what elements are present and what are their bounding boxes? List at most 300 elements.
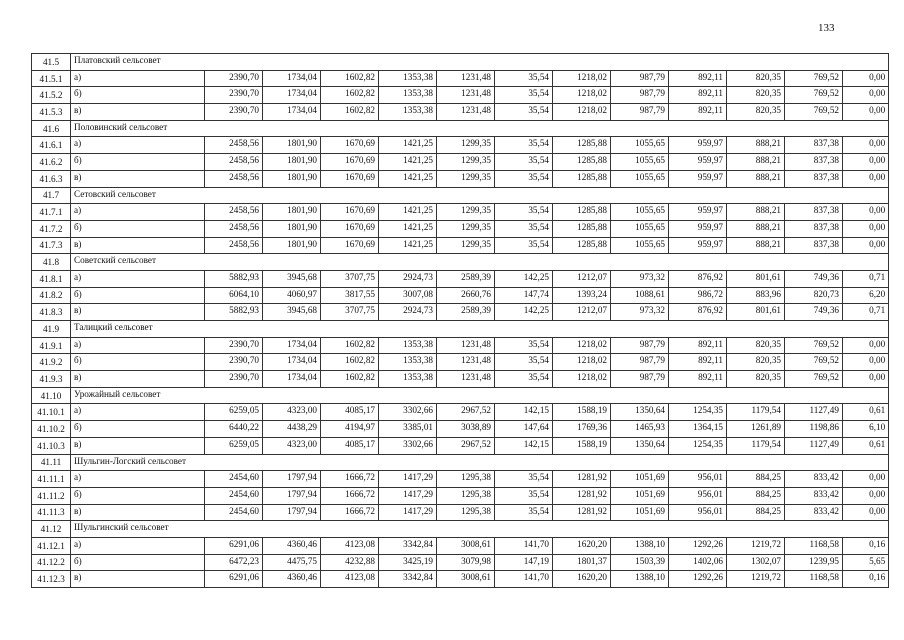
value-cell: 1261,89 — [727, 421, 785, 438]
value-cell: 884,25 — [727, 471, 785, 488]
value-cell: 35,54 — [495, 237, 553, 254]
section-code: 41.6 — [32, 120, 71, 137]
value-cell: 1421,25 — [379, 204, 437, 221]
value-cell: 1797,94 — [263, 487, 321, 504]
value-cell: 6259,05 — [205, 437, 263, 454]
value-cell: 3945,68 — [263, 304, 321, 321]
value-cell: 4360,46 — [263, 571, 321, 588]
value-cell: 1670,69 — [321, 170, 379, 187]
value-cell: 1670,69 — [321, 237, 379, 254]
value-cell: 147,19 — [495, 554, 553, 571]
value-cell: 1231,48 — [437, 87, 495, 104]
value-cell: 1051,69 — [611, 504, 669, 521]
table-row — [32, 371, 889, 388]
value-cell: 987,79 — [611, 87, 669, 104]
value-cell: 1302,07 — [727, 554, 785, 571]
value-cell: 1602,82 — [321, 337, 379, 354]
value-cell: 833,42 — [785, 471, 843, 488]
row-variant: б) — [71, 354, 205, 371]
value-cell: 6,10 — [843, 421, 889, 438]
value-cell: 1666,72 — [321, 504, 379, 521]
row-variant: в) — [71, 504, 205, 521]
value-cell: 1212,07 — [553, 270, 611, 287]
value-cell: 876,92 — [669, 304, 727, 321]
value-cell: 1353,38 — [379, 70, 437, 87]
row-variant: а) — [71, 537, 205, 554]
value-cell: 4123,08 — [321, 537, 379, 554]
value-cell: 3342,84 — [379, 571, 437, 588]
value-cell: 0,16 — [843, 571, 889, 588]
row-variant: а) — [71, 70, 205, 87]
table-row — [32, 437, 889, 454]
value-cell: 0,00 — [843, 137, 889, 154]
value-cell: 142,25 — [495, 270, 553, 287]
value-cell: 6291,06 — [205, 571, 263, 588]
value-cell: 1281,92 — [553, 487, 611, 504]
value-cell: 6,20 — [843, 287, 889, 304]
value-cell: 4438,29 — [263, 421, 321, 438]
value-cell: 820,35 — [727, 354, 785, 371]
value-cell: 35,54 — [495, 70, 553, 87]
value-cell: 1670,69 — [321, 137, 379, 154]
value-cell: 4194,97 — [321, 421, 379, 438]
value-cell: 2454,60 — [205, 504, 263, 521]
row-code: 41.8.2 — [32, 287, 71, 304]
value-cell: 2660,76 — [437, 287, 495, 304]
value-cell: 6064,10 — [205, 287, 263, 304]
value-cell: 820,73 — [785, 287, 843, 304]
row-variant: в) — [71, 104, 205, 121]
value-cell: 884,25 — [727, 504, 785, 521]
value-cell: 1055,65 — [611, 137, 669, 154]
section-title: Советский сельсовет — [71, 254, 889, 271]
value-cell: 2589,39 — [437, 270, 495, 287]
value-cell: 749,36 — [785, 304, 843, 321]
table-row — [32, 304, 889, 321]
value-cell: 1734,04 — [263, 337, 321, 354]
value-cell: 833,42 — [785, 487, 843, 504]
value-cell: 1254,35 — [669, 437, 727, 454]
row-code: 41.8.3 — [32, 304, 71, 321]
value-cell: 959,97 — [669, 237, 727, 254]
table-row — [32, 204, 889, 221]
value-cell: 888,21 — [727, 237, 785, 254]
row-code: 41.12.1 — [32, 537, 71, 554]
value-cell: 1055,65 — [611, 237, 669, 254]
value-cell: 888,21 — [727, 154, 785, 171]
value-cell: 3302,66 — [379, 404, 437, 421]
value-cell: 959,97 — [669, 154, 727, 171]
value-cell: 769,52 — [785, 354, 843, 371]
value-cell: 5882,93 — [205, 304, 263, 321]
value-cell: 0,00 — [843, 371, 889, 388]
value-cell: 1417,29 — [379, 504, 437, 521]
row-variant: в) — [71, 571, 205, 588]
value-cell: 1388,10 — [611, 571, 669, 588]
value-cell: 1218,02 — [553, 371, 611, 388]
value-cell: 6472,23 — [205, 554, 263, 571]
row-variant: б) — [71, 487, 205, 504]
row-variant: в) — [71, 170, 205, 187]
value-cell: 147,74 — [495, 287, 553, 304]
value-cell: 959,97 — [669, 220, 727, 237]
row-variant: б) — [71, 220, 205, 237]
value-cell: 1602,82 — [321, 354, 379, 371]
value-cell: 956,01 — [669, 471, 727, 488]
table-row — [32, 237, 889, 254]
value-cell: 35,54 — [495, 220, 553, 237]
value-cell: 0,00 — [843, 170, 889, 187]
value-cell: 2390,70 — [205, 371, 263, 388]
row-variant: а) — [71, 137, 205, 154]
value-cell: 1168,58 — [785, 537, 843, 554]
value-cell: 1734,04 — [263, 371, 321, 388]
row-variant: б) — [71, 87, 205, 104]
value-cell: 769,52 — [785, 337, 843, 354]
table-row — [32, 70, 889, 87]
value-cell: 1218,02 — [553, 87, 611, 104]
row-variant: б) — [71, 287, 205, 304]
value-cell: 888,21 — [727, 170, 785, 187]
value-cell: 1670,69 — [321, 204, 379, 221]
value-cell: 1588,19 — [553, 404, 611, 421]
value-cell: 892,11 — [669, 337, 727, 354]
value-cell: 2924,73 — [379, 270, 437, 287]
row-code: 41.8.1 — [32, 270, 71, 287]
value-cell: 1299,35 — [437, 237, 495, 254]
value-cell: 1353,38 — [379, 354, 437, 371]
value-cell: 0,00 — [843, 471, 889, 488]
value-cell: 1219,72 — [727, 571, 785, 588]
value-cell: 1198,86 — [785, 421, 843, 438]
value-cell: 987,79 — [611, 371, 669, 388]
value-cell: 1285,88 — [553, 204, 611, 221]
value-cell: 3342,84 — [379, 537, 437, 554]
value-cell: 1417,29 — [379, 471, 437, 488]
value-cell: 1402,06 — [669, 554, 727, 571]
value-cell: 1218,02 — [553, 70, 611, 87]
value-cell: 1670,69 — [321, 220, 379, 237]
table-row — [32, 504, 889, 521]
row-code: 41.6.3 — [32, 170, 71, 187]
value-cell: 1055,65 — [611, 170, 669, 187]
value-cell: 4085,17 — [321, 437, 379, 454]
value-cell: 5,65 — [843, 554, 889, 571]
value-cell: 35,54 — [495, 137, 553, 154]
section-code: 41.10 — [32, 387, 71, 404]
value-cell: 4060,97 — [263, 287, 321, 304]
value-cell: 1797,94 — [263, 471, 321, 488]
value-cell: 1353,38 — [379, 337, 437, 354]
value-cell: 1127,49 — [785, 404, 843, 421]
tariff-table — [31, 53, 889, 588]
value-cell: 837,38 — [785, 170, 843, 187]
value-cell: 769,52 — [785, 104, 843, 121]
value-cell: 3707,75 — [321, 304, 379, 321]
value-cell: 142,15 — [495, 404, 553, 421]
value-cell: 1801,90 — [263, 237, 321, 254]
value-cell: 2390,70 — [205, 354, 263, 371]
value-cell: 1218,02 — [553, 354, 611, 371]
value-cell: 35,54 — [495, 471, 553, 488]
value-cell: 884,25 — [727, 487, 785, 504]
value-cell: 0,00 — [843, 487, 889, 504]
section-title: Талицкий сельсовет — [71, 321, 889, 338]
value-cell: 2924,73 — [379, 304, 437, 321]
value-cell: 769,52 — [785, 371, 843, 388]
value-cell: 987,79 — [611, 70, 669, 87]
section-code: 41.9 — [32, 321, 71, 338]
value-cell: 3007,08 — [379, 287, 437, 304]
value-cell: 1421,25 — [379, 137, 437, 154]
value-cell: 820,35 — [727, 70, 785, 87]
value-cell: 0,61 — [843, 404, 889, 421]
value-cell: 973,32 — [611, 270, 669, 287]
value-cell: 2589,39 — [437, 304, 495, 321]
value-cell: 4475,75 — [263, 554, 321, 571]
value-cell: 1734,04 — [263, 87, 321, 104]
page-number: 133 — [818, 22, 835, 34]
value-cell: 892,11 — [669, 104, 727, 121]
value-cell: 1797,94 — [263, 504, 321, 521]
row-code: 41.5.2 — [32, 87, 71, 104]
value-cell: 892,11 — [669, 70, 727, 87]
value-cell: 4323,00 — [263, 404, 321, 421]
table-row — [32, 337, 889, 354]
value-cell: 1364,15 — [669, 421, 727, 438]
value-cell: 837,38 — [785, 137, 843, 154]
row-variant: а) — [71, 404, 205, 421]
value-cell: 1292,26 — [669, 537, 727, 554]
value-cell: 1218,02 — [553, 337, 611, 354]
value-cell: 35,54 — [495, 337, 553, 354]
value-cell: 1168,58 — [785, 571, 843, 588]
row-code: 41.5.1 — [32, 70, 71, 87]
row-variant: б) — [71, 154, 205, 171]
value-cell: 3008,61 — [437, 571, 495, 588]
value-cell: 987,79 — [611, 104, 669, 121]
value-cell: 1734,04 — [263, 354, 321, 371]
value-cell: 837,38 — [785, 204, 843, 221]
value-cell: 833,42 — [785, 504, 843, 521]
value-cell: 1239,95 — [785, 554, 843, 571]
value-cell: 35,54 — [495, 104, 553, 121]
value-cell: 4232,88 — [321, 554, 379, 571]
value-cell: 1734,04 — [263, 104, 321, 121]
table-row — [32, 354, 889, 371]
table-row — [32, 220, 889, 237]
table-body — [32, 54, 889, 588]
value-cell: 1299,35 — [437, 170, 495, 187]
row-code: 41.9.1 — [32, 337, 71, 354]
value-cell: 0,00 — [843, 87, 889, 104]
value-cell: 1231,48 — [437, 104, 495, 121]
value-cell: 35,54 — [495, 170, 553, 187]
table-row — [32, 404, 889, 421]
value-cell: 1421,25 — [379, 237, 437, 254]
row-variant: а) — [71, 337, 205, 354]
value-cell: 4123,08 — [321, 571, 379, 588]
value-cell: 892,11 — [669, 371, 727, 388]
value-cell: 1421,25 — [379, 154, 437, 171]
value-cell: 1666,72 — [321, 487, 379, 504]
value-cell: 1388,10 — [611, 537, 669, 554]
value-cell: 1292,26 — [669, 571, 727, 588]
row-variant: в) — [71, 437, 205, 454]
value-cell: 6440,22 — [205, 421, 263, 438]
value-cell: 1503,39 — [611, 554, 669, 571]
value-cell: 956,01 — [669, 504, 727, 521]
value-cell: 142,25 — [495, 304, 553, 321]
value-cell: 888,21 — [727, 220, 785, 237]
value-cell: 1295,38 — [437, 504, 495, 521]
value-cell: 820,35 — [727, 87, 785, 104]
value-cell: 4323,00 — [263, 437, 321, 454]
section-title: Шульгин-Логский сельсовет — [71, 454, 889, 471]
value-cell: 1588,19 — [553, 437, 611, 454]
value-cell: 141,70 — [495, 537, 553, 554]
value-cell: 35,54 — [495, 487, 553, 504]
value-cell: 1602,82 — [321, 104, 379, 121]
value-cell: 1670,69 — [321, 154, 379, 171]
value-cell: 1281,92 — [553, 471, 611, 488]
value-cell: 1769,36 — [553, 421, 611, 438]
table-row — [32, 471, 889, 488]
value-cell: 1299,35 — [437, 154, 495, 171]
value-cell: 2390,70 — [205, 70, 263, 87]
value-cell: 1421,25 — [379, 220, 437, 237]
value-cell: 1350,64 — [611, 404, 669, 421]
value-cell: 820,35 — [727, 371, 785, 388]
value-cell: 1231,48 — [437, 354, 495, 371]
row-code: 41.11.2 — [32, 487, 71, 504]
value-cell: 35,54 — [495, 87, 553, 104]
value-cell: 801,61 — [727, 304, 785, 321]
value-cell: 1421,25 — [379, 170, 437, 187]
value-cell: 0,00 — [843, 204, 889, 221]
section-header-row — [32, 321, 889, 338]
section-header-row — [32, 387, 889, 404]
value-cell: 1299,35 — [437, 204, 495, 221]
row-code: 41.10.1 — [32, 404, 71, 421]
row-code: 41.7.3 — [32, 237, 71, 254]
value-cell: 3385,01 — [379, 421, 437, 438]
table-row — [32, 571, 889, 588]
row-variant: в) — [71, 304, 205, 321]
value-cell: 987,79 — [611, 337, 669, 354]
value-cell: 0,61 — [843, 437, 889, 454]
value-cell: 0,00 — [843, 504, 889, 521]
row-code: 41.12.2 — [32, 554, 71, 571]
value-cell: 142,15 — [495, 437, 553, 454]
value-cell: 1285,88 — [553, 170, 611, 187]
value-cell: 986,72 — [669, 287, 727, 304]
value-cell: 0,00 — [843, 220, 889, 237]
value-cell: 1295,38 — [437, 487, 495, 504]
value-cell: 1417,29 — [379, 487, 437, 504]
table-row — [32, 287, 889, 304]
row-code: 41.10.3 — [32, 437, 71, 454]
value-cell: 35,54 — [495, 504, 553, 521]
value-cell: 2458,56 — [205, 137, 263, 154]
value-cell: 2967,52 — [437, 437, 495, 454]
value-cell: 1393,24 — [553, 287, 611, 304]
table-row — [32, 104, 889, 121]
value-cell: 1353,38 — [379, 104, 437, 121]
table-row — [32, 421, 889, 438]
value-cell: 35,54 — [495, 154, 553, 171]
value-cell: 2454,60 — [205, 471, 263, 488]
value-cell: 1051,69 — [611, 487, 669, 504]
value-cell: 3079,98 — [437, 554, 495, 571]
value-cell: 1219,72 — [727, 537, 785, 554]
value-cell: 6259,05 — [205, 404, 263, 421]
row-variant: а) — [71, 270, 205, 287]
value-cell: 0,16 — [843, 537, 889, 554]
value-cell: 2967,52 — [437, 404, 495, 421]
value-cell: 1620,20 — [553, 537, 611, 554]
value-cell: 769,52 — [785, 70, 843, 87]
value-cell: 0,00 — [843, 70, 889, 87]
value-cell: 3425,19 — [379, 554, 437, 571]
value-cell: 0,00 — [843, 154, 889, 171]
value-cell: 1055,65 — [611, 220, 669, 237]
value-cell: 2458,56 — [205, 204, 263, 221]
section-title: Шульгинский сельсовет — [71, 521, 889, 538]
row-code: 41.7.2 — [32, 220, 71, 237]
value-cell: 3707,75 — [321, 270, 379, 287]
value-cell: 0,00 — [843, 337, 889, 354]
section-header-row — [32, 54, 889, 71]
value-cell: 2458,56 — [205, 237, 263, 254]
value-cell: 959,97 — [669, 170, 727, 187]
value-cell: 0,00 — [843, 237, 889, 254]
value-cell: 1231,48 — [437, 371, 495, 388]
value-cell: 973,32 — [611, 304, 669, 321]
row-code: 41.9.3 — [32, 371, 71, 388]
section-title: Урожайный сельсовет — [71, 387, 889, 404]
row-code: 41.11.1 — [32, 471, 71, 488]
value-cell: 35,54 — [495, 204, 553, 221]
value-cell: 1055,65 — [611, 154, 669, 171]
value-cell: 4360,46 — [263, 537, 321, 554]
section-title: Половинский сельсовет — [71, 120, 889, 137]
value-cell: 1281,92 — [553, 504, 611, 521]
value-cell: 1051,69 — [611, 471, 669, 488]
value-cell: 1734,04 — [263, 70, 321, 87]
value-cell: 3945,68 — [263, 270, 321, 287]
value-cell: 3038,89 — [437, 421, 495, 438]
value-cell: 959,97 — [669, 204, 727, 221]
row-code: 41.9.2 — [32, 354, 71, 371]
row-variant: а) — [71, 204, 205, 221]
value-cell: 1465,93 — [611, 421, 669, 438]
value-cell: 3817,55 — [321, 287, 379, 304]
value-cell: 1602,82 — [321, 371, 379, 388]
section-header-row — [32, 254, 889, 271]
value-cell: 1801,90 — [263, 220, 321, 237]
section-code: 41.5 — [32, 54, 71, 71]
value-cell: 4085,17 — [321, 404, 379, 421]
value-cell: 1620,20 — [553, 571, 611, 588]
section-code: 41.8 — [32, 254, 71, 271]
value-cell: 1055,65 — [611, 204, 669, 221]
section-title: Сетовский сельсовет — [71, 187, 889, 204]
section-header-row — [32, 521, 889, 538]
section-code: 41.11 — [32, 454, 71, 471]
value-cell: 0,00 — [843, 354, 889, 371]
value-cell: 1801,90 — [263, 204, 321, 221]
